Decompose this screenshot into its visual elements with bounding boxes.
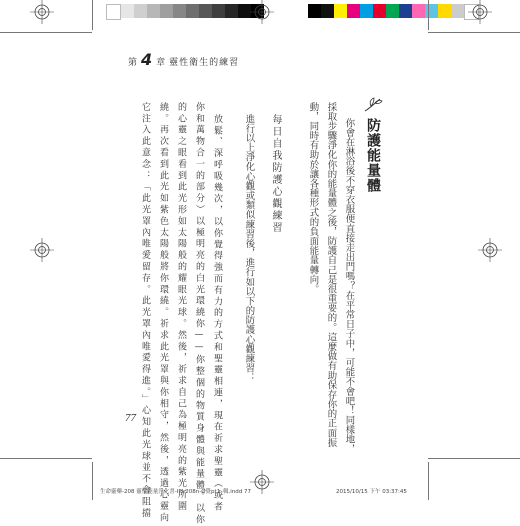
crop-line	[92, 0, 93, 30]
cmyk-swatch	[321, 4, 334, 18]
chapter-suffix: 章	[156, 58, 166, 68]
page-number: 77	[125, 412, 136, 424]
exercise-title: 每日自我防護心觀練習	[270, 114, 281, 234]
intro-column-1: 你會在淋浴後不穿衣服便直接走出門嗎？在平常日子中，可能不會吧！同樣地，	[343, 118, 355, 454]
footer-slug-left: 生命靈藥-208 靈性能量淨化書-IPI-208n-Ø覺pt1_輯.indd 77	[100, 489, 251, 495]
gray-swatch	[106, 4, 121, 20]
chapter-prefix: 第	[128, 58, 138, 68]
crop-line	[428, 462, 429, 500]
cmyk-swatch	[308, 4, 321, 18]
registration-mark-top-right-icon	[468, 0, 492, 24]
registration-mark-top-center-icon	[250, 0, 274, 24]
intro-column-3: 動，同時有助於讓各種形式的負面能量轉向。	[307, 102, 319, 294]
gray-swatch	[121, 4, 134, 18]
cmyk-swatch	[438, 4, 451, 18]
exercise-lead: 進行以上淨化心觀或類似練習後，進行如以下的防護心觀練習：	[243, 114, 255, 383]
footer-slug-right: 2015/10/15 下午 03:37:45	[336, 489, 407, 495]
crop-line	[428, 0, 429, 30]
registration-mark-mid-left-icon	[30, 238, 54, 262]
cmyk-swatch	[373, 4, 386, 18]
exercise-column-1: 放鬆、深呼吸幾次，以你覺得強而有力的方式和聖靈相連，現在祈求聖靈（或者	[212, 114, 222, 513]
gray-swatch	[212, 4, 225, 18]
gray-swatch	[225, 4, 238, 18]
exercise-column-3: 的心靈之眼看到此光形如太陽般的耀眼光球。然後，祈求自己為極明亮的紫光所圍	[176, 102, 186, 513]
exercise-column-2: 你和萬物合一的部分）以極明亮的白光環繞你——你整個的物質身體與能量體。以你	[194, 102, 204, 526]
cmyk-swatch	[386, 4, 399, 18]
gray-swatch	[199, 4, 212, 18]
gray-swatch	[186, 4, 199, 18]
cmyk-swatch	[347, 4, 360, 18]
registration-mark-bottom-center-icon	[250, 470, 274, 494]
section-title: 防護能量體	[365, 118, 381, 193]
gray-ramp-bar	[106, 4, 264, 18]
crop-line	[92, 462, 93, 500]
crop-line	[0, 32, 92, 33]
crop-line	[0, 458, 92, 459]
cmyk-swatch	[399, 4, 412, 18]
cmyk-swatch	[412, 4, 425, 18]
registration-mark-top-left-icon	[30, 0, 54, 24]
gray-swatch	[147, 4, 160, 18]
gray-swatch	[134, 4, 147, 18]
gray-swatch	[173, 4, 186, 18]
exercise-column-5: 它注入此意念：「此光罩內唯愛留存。此光罩內唯愛得進。」心知此光球並不會阻擋	[140, 102, 150, 520]
cmyk-swatch	[451, 4, 464, 18]
gray-swatch	[160, 4, 173, 18]
registration-mark-mid-right-icon	[478, 238, 502, 262]
cmyk-swatch	[425, 4, 438, 18]
chapter-number: 4	[141, 50, 153, 69]
cmyk-color-bar	[308, 4, 479, 18]
exercise-column-4: 繞。再次看到此光如紫色太陽般將你環繞。祈求此光罩與你相守，然後，透過心靈向	[158, 102, 168, 524]
intro-column-2: 採取步驟淨化你的能量體之後，防護自己是很重要的。這麼做有助保存你的正面振	[325, 102, 337, 448]
chapter-header	[128, 50, 239, 69]
leaf-sprig-icon	[362, 96, 384, 114]
cmyk-swatch	[360, 4, 373, 18]
crop-line	[428, 32, 520, 33]
chapter-title: 靈性衛生的練習	[169, 58, 240, 68]
cmyk-swatch	[334, 4, 347, 18]
crop-line	[428, 458, 520, 459]
